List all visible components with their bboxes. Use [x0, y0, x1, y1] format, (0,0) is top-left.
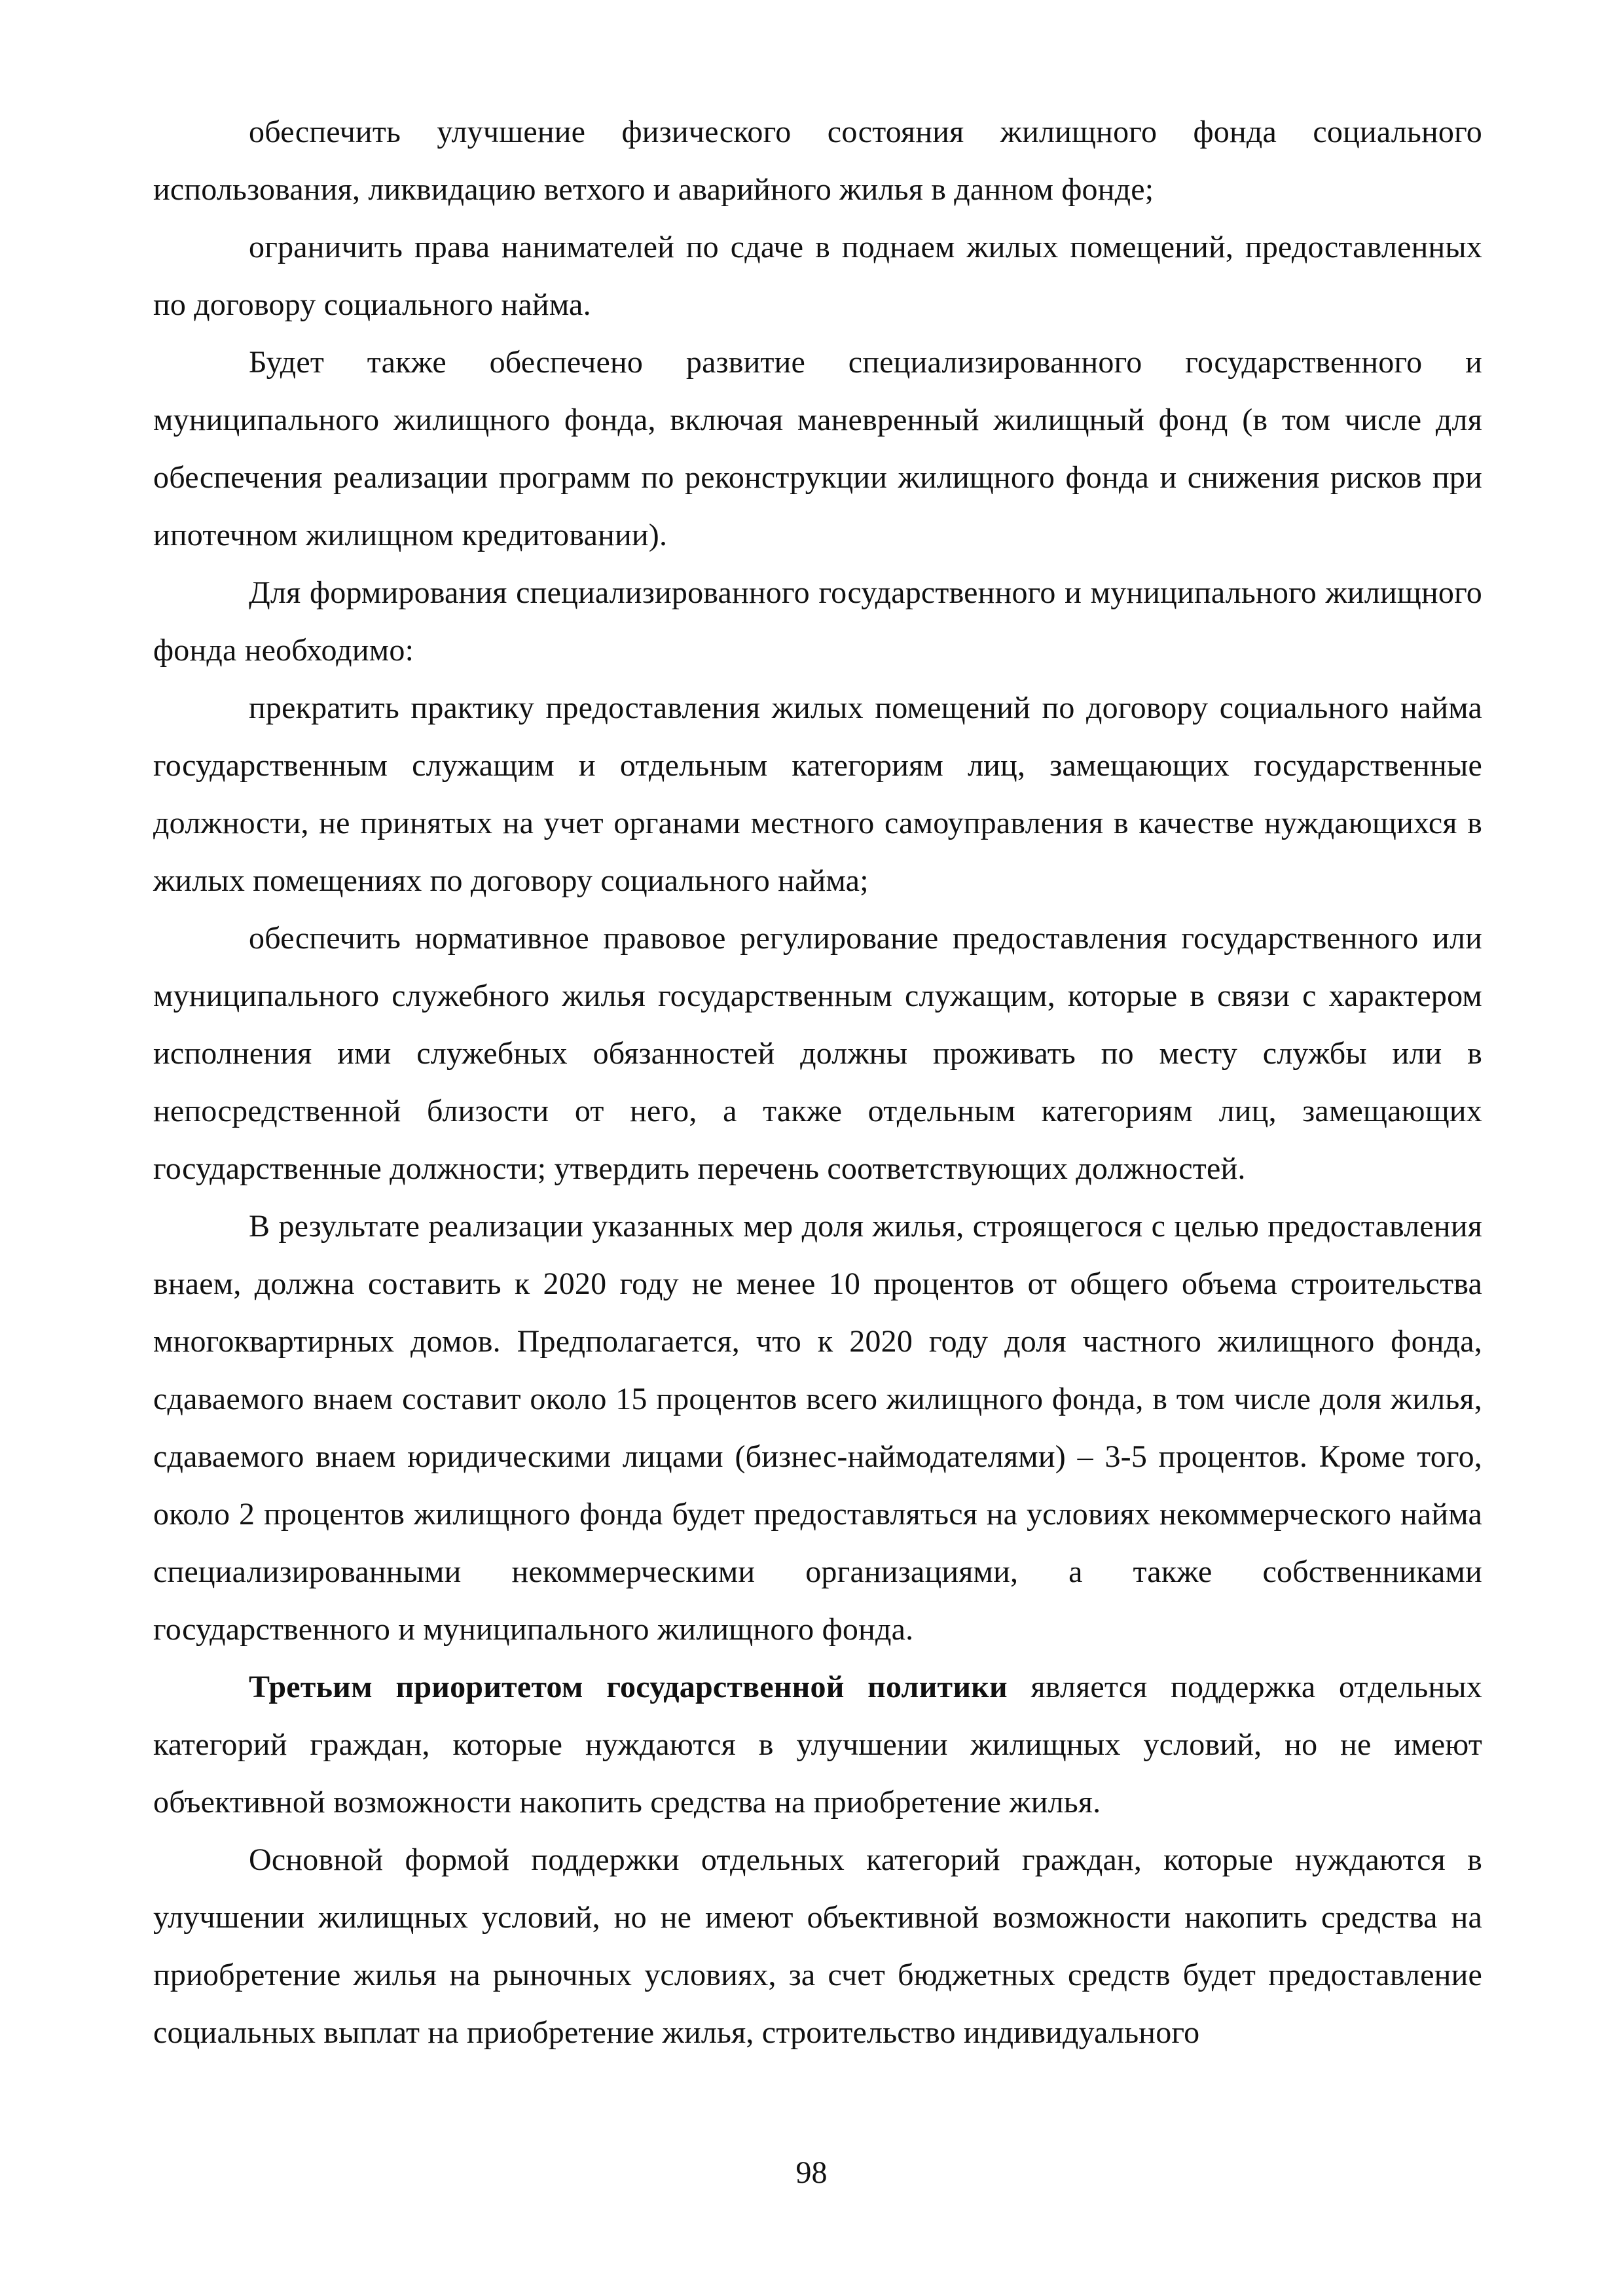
paragraph-results-forecast: В результате реализации указанных мер доля жилья, строящегося с целью предоставления внаем, должна составить к 2020 году не менее 10 процентов от общего объема строительства многоквартирных домов. Предполагается, что к 2020 году доля частного жилищного фонда, сдаваемого внаем составит около 15 процентов всего жилищного фонда, в том числе доля жилья, сдаваемого внаем юридическими лицами (бизнес-наймодателями) – 3-5 процентов. Кроме того, около 2 процентов жилищного фонда будет предоставляться на условиях некоммерческого найма специализированными некоммерческими организациями, а также собственниками государственного и муниципального жилищного фонда.	[153, 1209, 1482, 1647]
paragraph-support-form: Основной формой поддержки отдельных категорий граждан, которые нуждаются в улучшении жилищных условий, но не имеют объективной возможности накопить средства на приобретение жилья на рыночных условиях, за счет бюджетных средств будет предоставление социальных выплат на приобретение жилья, строительство индивидуального	[153, 1842, 1482, 2050]
paragraph-stop-social-rental-practice: прекратить практику предоставления жилых помещений по договору социального найма государственным служащим и отдельным категориям лиц, замещающих государственные должности, не принятых на учет органами местного самоуправления в качестве нуждающихся в жилых помещениях по договору социального найма;	[153, 691, 1482, 898]
paragraph-tenant-rights: ограничить права нанимателей по сдаче в поднаем жилых помещений, предоставленных по договору социального найма.	[153, 230, 1482, 322]
third-priority-bold-lead: Третьим приоритетом государственной политики	[249, 1670, 1008, 1704]
document-body	[153, 103, 1482, 2062]
paragraph-specialized-fund-development: Будет также обеспечено развитие специализированного государственного и муниципального жилищного фонда, включая маневренный жилищный фонд (в том числе для обеспечения реализации программ по реконструкции жилищного фонда и снижения рисков при ипотечном жилищном кредитовании).	[153, 345, 1482, 552]
paragraph-housing-fund-condition: обеспечить улучшение физического состояния жилищного фонда социального использования, ликвидацию ветхого и аварийного жилья в данном фонде;	[153, 115, 1482, 207]
paragraph-service-housing-regulation: обеспечить нормативное правовое регулирование предоставления государственного или муниципального служебного жилья государственным служащим, которые в связи с характером исполнения ими служебных обязанностей должны проживать по месту службы или в непосредственной близости от него, а также отдельным категориям лиц, замещающих государственные должности; утвердить перечень соответствующих должностей.	[153, 921, 1482, 1186]
paragraph-specialized-fund-requirements: Для формирования специализированного государственного и муниципального жилищного фонда необходимо:	[153, 575, 1482, 668]
page-number: 98	[795, 2155, 828, 2190]
third-priority-text: является поддержка отдельных категорий граждан, которые нуждаются в улучшении жилищных условий, но не имеют объективной возможности накопить средства на приобретение жилья.	[153, 1670, 1482, 1820]
paragraph-third-priority	[153, 1659, 1482, 1831]
